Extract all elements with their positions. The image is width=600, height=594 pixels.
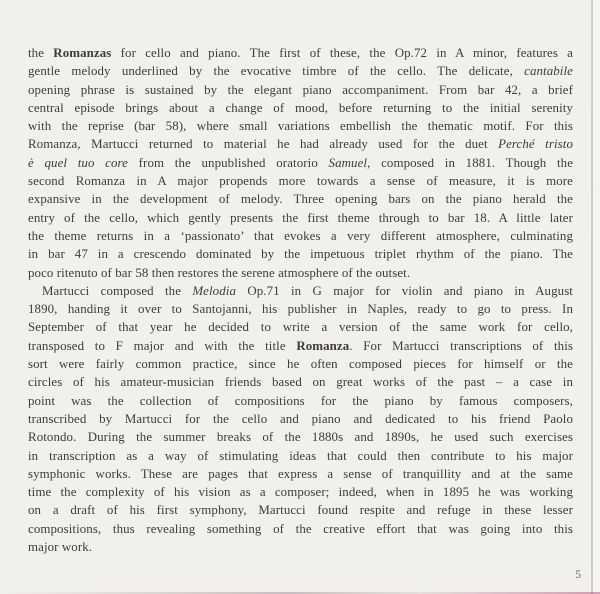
text-run: with the reprise (bar 58), where small variations embellish the thematic motif. For this bbox=[28, 119, 573, 134]
scan-margin-strip bbox=[593, 0, 600, 594]
text-line bbox=[28, 355, 573, 373]
italic-text-run: Melodia bbox=[192, 283, 237, 298]
text-run: symphonic works. These are pages that express a sense of tranquillity and at the same bbox=[28, 466, 573, 481]
text-line bbox=[28, 227, 573, 245]
text-run: transcribed by Martucci for the cello and piano and dedicated to his friend Paolo bbox=[28, 411, 573, 426]
text-line bbox=[28, 117, 573, 135]
text-run: in bar 47 in a crescendo dominated by the impetuous triplet rhythm of the piano. The bbox=[28, 247, 573, 262]
text-run: opening phrase is sustained by the elegant piano accompaniment. From bar 42, a brief bbox=[28, 82, 573, 97]
text-run: , composed in 1881. Though the bbox=[367, 155, 574, 170]
text-line bbox=[28, 300, 573, 318]
text-run: September of that year he decided to write a version of the same work for cello, bbox=[28, 320, 573, 335]
text-line bbox=[28, 318, 573, 336]
text-line bbox=[28, 392, 573, 410]
text-run: poco ritenuto of bar 58 then restores the serene atmosphere of the outset. bbox=[28, 265, 411, 280]
text-line bbox=[28, 447, 573, 465]
italic-text-run: è quel tuo core bbox=[28, 155, 128, 170]
italic-text-run: Samuel bbox=[328, 155, 368, 170]
text-line bbox=[28, 245, 573, 263]
bold-text-run: Romanzas bbox=[53, 46, 112, 60]
text-run: Rotondo. During the summer breaks of the 1880s and 1890s, he used such exercises bbox=[28, 430, 573, 445]
text-line bbox=[28, 282, 573, 300]
text-line bbox=[28, 428, 573, 446]
bold-text-run: Romanza bbox=[296, 338, 350, 353]
text-line bbox=[28, 172, 573, 190]
text-line bbox=[28, 62, 573, 80]
text-run: on a draft of his first symphony, Martucci found respite and refuge in these lesser bbox=[28, 503, 573, 518]
italic-text-run: cantabile bbox=[524, 64, 573, 79]
text-run: second Romanza in A major propends more towards a sense of measure, it is more bbox=[28, 174, 573, 189]
text-line bbox=[28, 410, 573, 428]
text-run: Op.71 in G major for violin and piano in August bbox=[236, 283, 573, 298]
text-run: . For Martucci transcriptions of this bbox=[349, 338, 573, 353]
text-run: Romanza, Martucci returned to material he had already used for the duet bbox=[28, 137, 499, 152]
text-line bbox=[28, 465, 573, 483]
text-run: sort were fairly common practice, since he often composed pieces for himself or the bbox=[28, 357, 573, 372]
text-run: major work. bbox=[28, 540, 93, 555]
text-run: for cello and piano. The first of these, the Op.72 in A minor, features a bbox=[111, 46, 574, 60]
text-run: circles of his amateur-musician friends based on great works of the past – a case in bbox=[28, 375, 573, 390]
text-run: Martucci composed the bbox=[42, 283, 193, 298]
text-line bbox=[28, 501, 573, 519]
text-line bbox=[28, 520, 573, 538]
text-line bbox=[28, 154, 573, 172]
text-line bbox=[28, 44, 573, 62]
text-run: gentle melody underlined by the evocative timbre of the cello. The delicate, bbox=[28, 64, 525, 79]
text-run: transposed to F major and with the title bbox=[28, 338, 297, 353]
text-line bbox=[28, 190, 573, 208]
text-run: the bbox=[28, 46, 54, 60]
text-line bbox=[28, 209, 573, 227]
text-run: from the unpublished oratorio bbox=[128, 155, 329, 170]
text-line bbox=[28, 135, 573, 153]
text-line bbox=[28, 483, 573, 501]
text-run: central episode brings about a change of mood, before returning to the initial serenity bbox=[28, 100, 573, 115]
text-run: entry of the cello, which gently presents the first theme through to bar 18. A little later bbox=[28, 210, 573, 225]
text-run: time the complexity of his vision as a composer; indeed, when in 1895 he was working bbox=[28, 485, 573, 500]
text-run: expansive in the development of melody. Three opening bars on the piano herald the bbox=[28, 192, 573, 207]
liner-notes-text bbox=[28, 44, 573, 556]
text-line bbox=[28, 99, 573, 117]
text-line bbox=[28, 373, 573, 391]
text-run: point was the collection of compositions for the piano by famous composers, bbox=[28, 393, 573, 408]
text-line bbox=[28, 337, 573, 355]
text-run: 1890, handing it over to Santojanni, his publisher in Naples, ready to go to press. In bbox=[28, 302, 573, 317]
text-run: compositions, thus revealing something of the creative effort that was going into this bbox=[28, 521, 573, 536]
italic-text-run: Perché tristo bbox=[498, 137, 573, 152]
scan-edge-right bbox=[591, 0, 593, 594]
page-number: 5 bbox=[575, 569, 581, 581]
text-run: in transcription as a way of stimulating ideas that could then contribute to his major bbox=[28, 448, 573, 463]
text-run: the theme returns in a ‘passionato’ that evokes a very different atmosphere, culminating bbox=[28, 228, 573, 243]
text-line bbox=[28, 81, 573, 99]
